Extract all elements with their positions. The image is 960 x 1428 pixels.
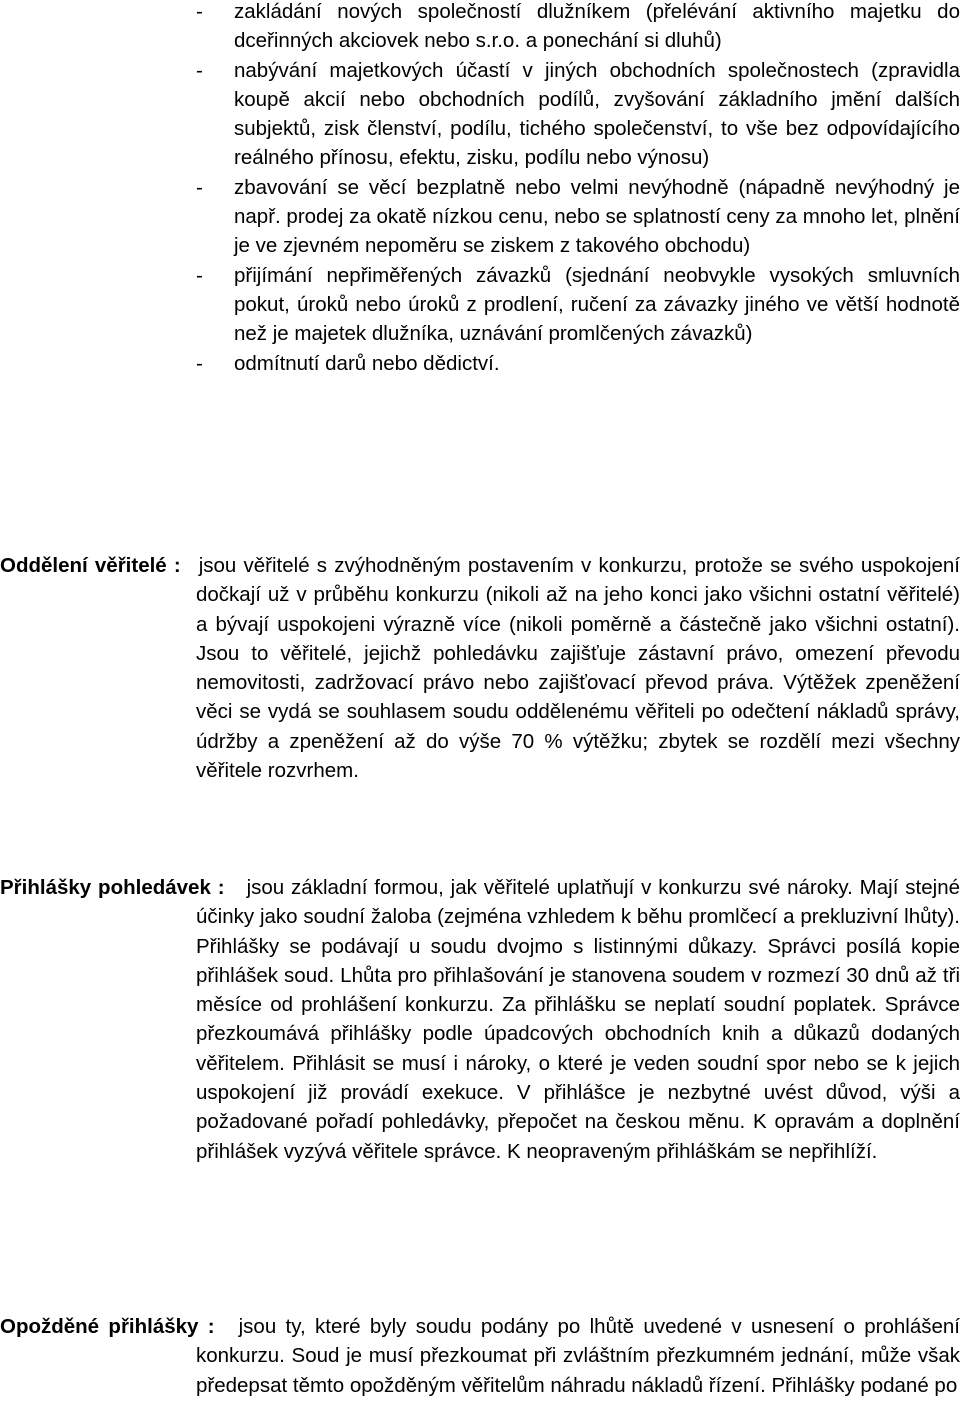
definition-paragraph bbox=[0, 551, 960, 785]
definition-paragraph bbox=[0, 1312, 960, 1400]
definition-paragraph bbox=[0, 873, 960, 1166]
list-item bbox=[0, 56, 960, 173]
list-item bbox=[0, 349, 960, 378]
list-item bbox=[0, 0, 960, 56]
definition-text: jsou ty, které byly soudu podány po lhůtě uvedené v usnesení o prohlášení konkurzu. Soud je musí přezkoumat při zvláštním přezkumném jednání, může však předepsat těmto opožděným věřitelům náhradu nákladů řízení. Přihlášky podané po bbox=[196, 1315, 960, 1397]
list-item-text: odmítnutí darů nebo dědictví. bbox=[234, 351, 500, 375]
bullet-dash: - bbox=[196, 58, 203, 82]
bullet-list bbox=[0, 0, 960, 378]
list-item bbox=[0, 173, 960, 261]
list-item-text: zakládání nových společností dlužníkem (přelévání aktivního majetku do dceřinných akciovek nebo s.r.o. a ponechání si dluhů) bbox=[234, 0, 960, 53]
list-item-text: zbavování se věcí bezplatně nebo velmi nevýhodně (nápadně nevýhodný je např. prodej za okatě nízkou cenu, nebo se splatností ceny za mnoho let, plnění je ve zjevném nepoměru se ziskem z takového obchodu) bbox=[234, 175, 960, 258]
definition-oddeleni-veritele bbox=[0, 551, 960, 785]
bullet-dash: - bbox=[196, 263, 203, 287]
list-item-text: přijímání nepřiměřených závazků (sjednání neobvykle vysokých smluvních pokut, úroků nebo úroků z prodlení, ručení za závazky jiného ve větší hodnotě než je majetek dlužníka, uznávání promlčených závazků) bbox=[234, 263, 960, 346]
bullet-dash: - bbox=[196, 0, 203, 23]
bullet-dash: - bbox=[196, 351, 203, 375]
list-item bbox=[0, 261, 960, 349]
definition-text: jsou základní formou, jak věřitelé uplatňují v konkurzu své nároky. Mají stejné účinky jako soudní žaloba (zejména vzhledem k běhu promlčecí a prekluzivní lhůty). Přihlášky se podávají u soudu dvojmo s listinnými důkazy. Správci posílá kopie přihlášek soud. Lhůta pro přihlašování je stanovena soudem v rozmezí 30 dnů až tři měsíce od prohlášení konkurzu. Za přihlášku se neplatí soudní poplatek. Správce přezkoumává přihlášky podle úpadcových obchodních knih a důkazů dodaných věřitelem. Přihlásit se musí i nároky, o které je veden soudní spor nebo se k jejich uspokojení již provádí exekuce. V přihlášce je nezbytné uvést důvod, výši a požadované pořadí pohledávky, přepočet na českou měnu. K opravám a doplnění přihlášek vyzývá věřitele správce. K neopraveným přihláškám se nepřihlíží. bbox=[196, 876, 960, 1163]
list-item-text: nabývání majetkových účastí v jiných obchodních společnostech (zpravidla koupě akcií nebo obchodních podílů, zvyšování základního jmění dalších subjektů, zisk členství, podílu, tichého společenství, to vše bez odpovídajícího reálného přínosu, efektu, zisku, podílu nebo výnosu) bbox=[234, 58, 960, 170]
bullet-dash: - bbox=[196, 175, 203, 199]
definition-term: Přihlášky pohledávek : bbox=[0, 876, 225, 899]
definition-opozdene-prihlasky bbox=[0, 1312, 960, 1400]
definition-prihlasky-pohledavek bbox=[0, 873, 960, 1166]
definition-term: Oddělení věřitelé : bbox=[0, 554, 181, 577]
definition-text: jsou věřitelé s zvýhodněným postavením v konkurzu, protože se svého uspokojení dočkají už v průběhu konkurzu (nikoli až na jeho konci jako všichni ostatní věřitelé) a bývají uspokojeni výrazně více (nikoli poměrně a částečně jako všichni ostatní). Jsou to věřitelé, jejichž pohledávku zajišťuje zástavní právo, omezení převodu nemovitosti, zadržovací právo nebo zajišťovací převod práva. Výtěžek zpeněžení věci se vydá se souhlasem soudu oddělenému věřiteli po odečtení nákladů správy, údržby a zpeněžení až do výše 70 % výtěžku; zbytek se rozdělí mezi všechny věřitele rozvrhem. bbox=[196, 554, 960, 783]
definition-term: Opožděné přihlášky : bbox=[0, 1315, 215, 1338]
